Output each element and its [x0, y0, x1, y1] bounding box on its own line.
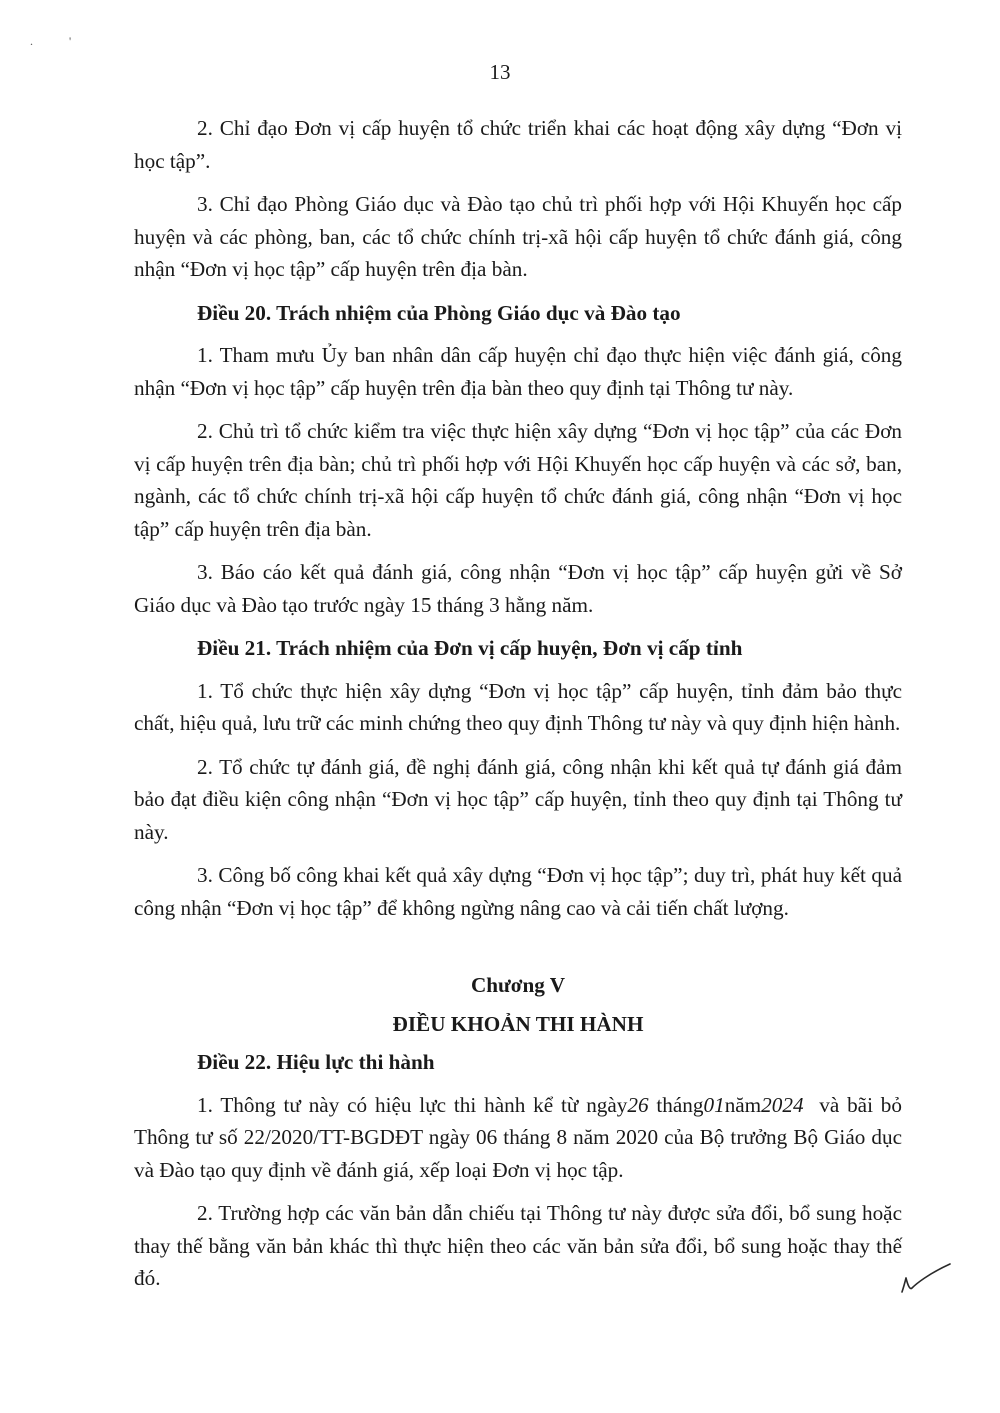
effective-month-word: tháng — [648, 1092, 704, 1117]
article22-item-1 — [134, 1089, 908, 1187]
article21-item-1: 1. Tổ chức thực hiện xây dựng “Đơn vị học tập” cấp huyện, tỉnh đảm bảo thực chất, hiệu quả, lưu trữ các minh chứng theo quy định Thông tư này và quy định hiện hành. — [134, 678, 902, 735]
article22-item-2: 2. Trường hợp các văn bản dẫn chiếu tại Thông tư này được sửa đổi, bổ sung hoặc thay thế bằng văn bản khác thì thực hiện theo các văn bản sửa đổi, bổ sung hoặc thay thế đó. — [134, 1201, 902, 1290]
document-body — [134, 112, 908, 1306]
article20-heading: Điều 20. Trách nhiệm của Phòng Giáo dục và Đào tạo — [197, 300, 681, 325]
scan-mark: . ' — [30, 34, 72, 48]
handwritten-initials — [898, 1262, 954, 1298]
effective-date-prefix: 1. Thông tư này có hiệu lực thi hành kể từ ngày — [197, 1092, 628, 1117]
chapter-title: ĐIỀU KHOẢN THI HÀNH — [392, 1011, 644, 1036]
article20-item-2: 2. Chủ trì tổ chức kiểm tra việc thực hiện xây dựng “Đơn vị học tập” của các Đơn vị cấp huyện trên địa bàn; chủ trì phối hợp với Hội Khuyến học cấp huyện và các sở, ban, ngành, các tổ chức chính trị-xã hội cấp huyện tổ chức đánh giá, công nhận “Đơn vị học tập” cấp huyện trên địa bàn. — [134, 419, 902, 541]
effective-year-word: năm — [724, 1092, 762, 1117]
page-number: 13 — [489, 60, 511, 84]
article19-item-3: 3. Chỉ đạo Phòng Giáo dục và Đào tạo chủ trì phối hợp với Hội Khuyến học cấp huyện và các phòng, ban, các tổ chức chính trị-xã hội cấp huyện tổ chức đánh giá, công nhận “Đơn vị học tập” cấp huyện trên địa bàn. — [134, 192, 902, 281]
effective-date-suffix: và bãi bỏ Thông tư số 22/2020/TT-BGDĐT ngày 06 tháng 8 năm 2020 của Bộ trưởng Bộ Giáo dục và Đào tạo quy định về đánh giá, xếp loại Đơn vị học tập. — [134, 1092, 908, 1182]
effective-day: 26 — [627, 1092, 649, 1117]
article22-heading: Điều 22. Hiệu lực thi hành — [197, 1050, 435, 1074]
article19-item-2: 2. Chỉ đạo Đơn vị cấp huyện tổ chức triển khai các hoạt động xây dựng “Đơn vị học tập”. — [134, 116, 902, 173]
article21-heading: Điều 21. Trách nhiệm của Đơn vị cấp huyện, Đơn vị cấp tỉnh — [197, 636, 743, 660]
effective-year: 2024 — [761, 1092, 804, 1117]
article20-item-3: 3. Báo cáo kết quả đánh giá, công nhận “Đơn vị học tập” cấp huyện gửi về Sở Giáo dục và Đào tạo trước ngày 15 tháng 3 hằng năm. — [134, 560, 902, 617]
article21-item-2: 2. Tổ chức tự đánh giá, đề nghị đánh giá, công nhận khi kết quả tự đánh giá đảm bảo đạt điều kiện công nhận “Đơn vị học tập” cấp huyện, tỉnh theo quy định tại Thông tư này. — [134, 754, 902, 844]
article20-item-1: 1. Tham mưu Ủy ban nhân dân cấp huyện chỉ đạo thực hiện việc đánh giá, công nhận “Đơn vị học tập” cấp huyện trên địa bàn theo quy định tại Thông tư này. — [134, 343, 902, 400]
effective-month: 01 — [703, 1092, 725, 1117]
article21-item-3: 3. Công bố công khai kết quả xây dựng “Đơn vị học tập”; duy trì, phát huy kết quả công nhận “Đơn vị học tập” để không ngừng nâng cao và cải tiến chất lượng. — [134, 863, 902, 920]
chapter-label: Chương V — [470, 973, 566, 997]
